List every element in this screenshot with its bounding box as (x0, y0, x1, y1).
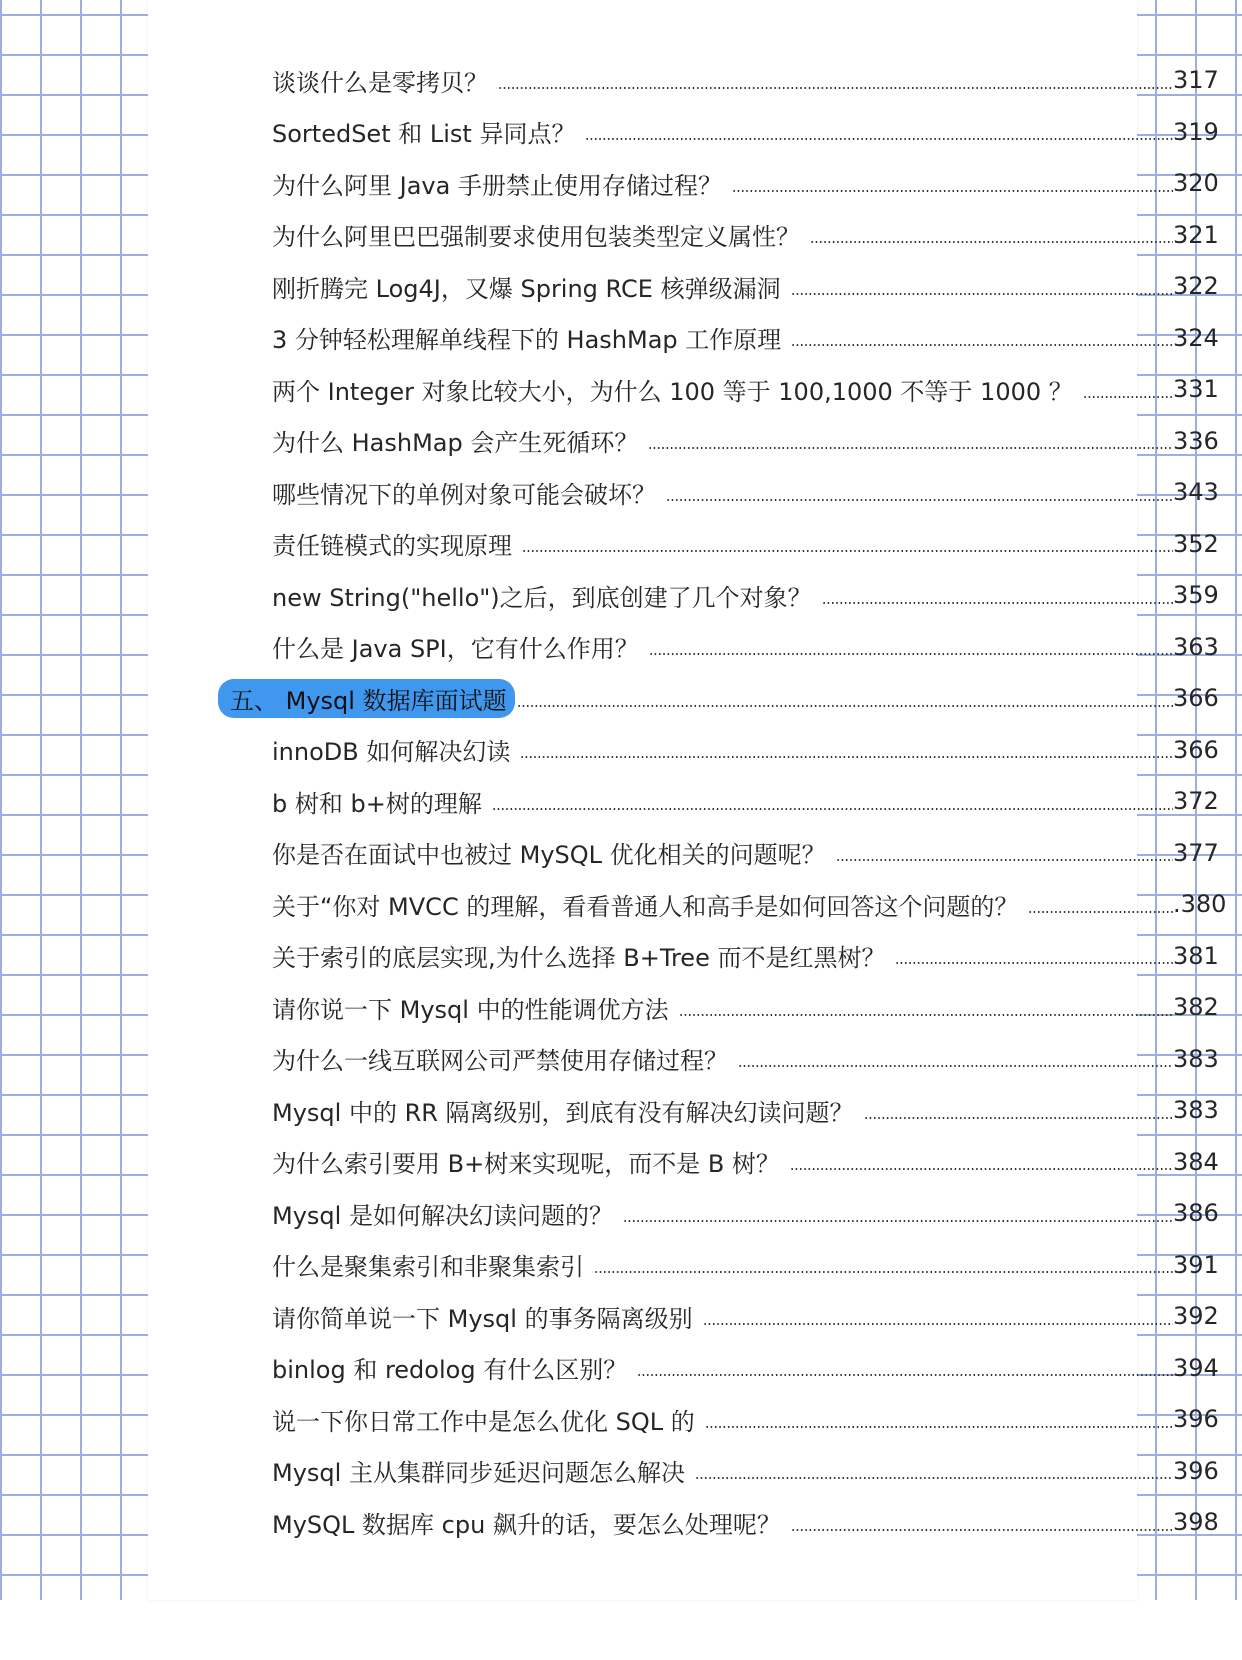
toc-entry-page-number: 352 (1173, 529, 1219, 558)
toc-entry-title: 为什么 HashMap 会产生死循环？ (272, 429, 639, 457)
toc-entry-page-number: 331 (1173, 375, 1219, 403)
dot-leader (791, 1529, 1173, 1531)
dot-leader (648, 447, 1173, 449)
toc-entry[interactable] (272, 981, 1217, 1033)
toc-entry[interactable] (272, 1393, 1217, 1445)
dot-leader (822, 602, 1173, 604)
toc-entry-page-number: 396 (1173, 1405, 1219, 1433)
toc-entry-page-number: 366 (1173, 735, 1219, 764)
toc-entry-page-number: .380 (1173, 890, 1227, 918)
toc-entry-title: SortedSet 和 List 异同点？ (272, 120, 576, 148)
toc-entry-title: 刚折腾完 Log4J，又爆 Spring RCE 核弹级漏洞 (272, 274, 781, 303)
toc-entry-title: 你是否在面试中也被过 MySQL 优化相关的问题呢？ (272, 841, 826, 869)
dot-leader (705, 1426, 1173, 1428)
dot-leader (649, 653, 1173, 655)
dot-leader (695, 1477, 1173, 1479)
toc-entry-page-number: 394 (1173, 1353, 1219, 1382)
toc-entry-title: 什么是 Java SPI，它有什么作用？ (272, 635, 639, 663)
toc-entry-title: 关于索引的底层实现,为什么选择 B+Tree 而不是红黑树？ (272, 944, 886, 972)
toc-entry-page-number: 336 (1173, 426, 1219, 455)
toc-entry-page-number: 392 (1173, 1302, 1219, 1330)
toc-entry-title: 两个 Integer 对象比较大小，为什么 100 等于 100,1000 不等于 1000 ？ (272, 377, 1073, 406)
toc-entry-page-number: 321 (1173, 220, 1219, 249)
toc-entry-title: MySQL 数据库 cpu 飙升的话，要怎么处理呢？ (272, 1510, 781, 1539)
dot-leader (703, 1323, 1173, 1325)
toc-entry[interactable] (272, 724, 1217, 776)
toc-entry-title: 责任链模式的实现原理 (272, 532, 512, 560)
toc-entry-title: Mysql 主从集群同步延迟问题怎么解决 (272, 1459, 685, 1487)
toc-entry[interactable] (272, 1033, 1217, 1085)
toc-entry[interactable] (272, 878, 1227, 930)
dot-leader (498, 87, 1173, 89)
dot-leader (790, 1168, 1173, 1170)
dot-leader (1028, 911, 1173, 913)
dot-leader (1083, 396, 1173, 398)
dot-leader (637, 1374, 1173, 1376)
toc-entry-title: 请你简单说一下 Mysql 的事务隔离级别 (272, 1304, 693, 1333)
toc-entry[interactable] (272, 1342, 1217, 1394)
dot-leader (522, 550, 1173, 552)
toc-entry-title: 谈谈什么是零拷贝？ (272, 68, 488, 97)
toc-entry[interactable] (272, 312, 1217, 364)
toc-entry[interactable] (272, 363, 1217, 415)
toc-entry-title: b 树和 b+树的理解 (272, 789, 482, 818)
toc-entry-title: 五、 Mysql 数据库面试题 (218, 679, 515, 718)
toc-entry-page-number: 320 (1173, 169, 1219, 197)
dot-leader (791, 344, 1173, 346)
toc-entry-page-number: 398 (1173, 1508, 1219, 1536)
toc-entry-title: 关于“你对 MVCC 的理解，看看普通人和高手是如何回答这个问题的？ (272, 892, 1019, 921)
dot-leader (791, 293, 1173, 295)
toc-entry-page-number: 381 (1173, 941, 1219, 970)
dot-leader (594, 1271, 1173, 1273)
toc-entry[interactable] (272, 621, 1217, 673)
dot-leader (895, 962, 1173, 964)
toc-entry-title: 为什么阿里巴巴强制要求使用包装类型定义属性？ (272, 223, 800, 251)
toc-entry[interactable] (272, 106, 1217, 158)
toc-entry[interactable] (272, 415, 1217, 467)
toc-section-heading[interactable] (218, 672, 1217, 724)
toc-entry-title: 哪些情况下的单例对象可能会破坏？ (272, 480, 656, 509)
toc-entry-page-number: 384 (1173, 1147, 1219, 1176)
toc-entry-page-number: 383 (1173, 1096, 1219, 1124)
toc-entry-page-number: 322 (1173, 272, 1219, 300)
toc-entry[interactable] (272, 54, 1217, 106)
dot-leader (492, 808, 1173, 810)
toc-entry-title: Mysql 是如何解决幻读问题的？ (272, 1201, 613, 1230)
toc-entry-title: 为什么阿里 Java 手册禁止使用存储过程？ (272, 171, 722, 200)
toc-entry-page-number: 382 (1173, 993, 1219, 1021)
dot-leader (666, 499, 1173, 501)
grid-paper-left (0, 0, 148, 1600)
toc-entry[interactable] (272, 827, 1217, 879)
toc-entry-page-number: 343 (1173, 478, 1219, 506)
toc-entry[interactable] (272, 930, 1217, 982)
toc-entry[interactable] (272, 209, 1217, 261)
toc-entry[interactable] (272, 1496, 1217, 1548)
toc-entry-page-number: 319 (1173, 117, 1219, 146)
toc-entry-page-number: 377 (1173, 838, 1219, 867)
toc-entry-page-number: 383 (1173, 1044, 1219, 1073)
dot-leader (679, 1014, 1173, 1016)
dot-leader (732, 190, 1173, 192)
dot-leader (517, 705, 1173, 707)
toc-entry[interactable] (272, 569, 1217, 621)
toc-entry-title: 为什么索引要用 B+树来实现呢，而不是 B 树？ (272, 1150, 780, 1178)
dot-leader (623, 1220, 1173, 1222)
toc-entry-title: 请你说一下 Mysql 中的性能调优方法 (272, 995, 669, 1024)
toc-entry[interactable] (272, 775, 1217, 827)
toc-entry[interactable] (272, 1084, 1217, 1136)
toc-entry-page-number: 396 (1173, 1456, 1219, 1485)
toc-entry-page-number: 317 (1173, 66, 1219, 94)
dot-leader (520, 756, 1173, 758)
dot-leader (836, 859, 1173, 861)
toc-entry[interactable] (272, 1136, 1217, 1188)
toc-entry-page-number: 366 (1173, 684, 1219, 712)
toc-entry-page-number: 372 (1173, 787, 1219, 815)
toc-entry[interactable] (272, 466, 1217, 518)
toc-entry-page-number: 386 (1173, 1199, 1219, 1227)
toc-entry-title: 为什么一线互联网公司严禁使用存储过程？ (272, 1047, 728, 1075)
toc-entry-title: new String("hello")之后，到底创建了几个对象？ (272, 583, 812, 612)
toc-entry[interactable] (272, 260, 1217, 312)
dot-leader (864, 1117, 1173, 1119)
toc-entry-title: 3 分钟轻松理解单线程下的 HashMap 工作原理 (272, 326, 782, 354)
toc-entry-page-number: 391 (1173, 1250, 1219, 1279)
toc-entry-page-number: 359 (1173, 581, 1219, 609)
toc-entry-title: 说一下你日常工作中是怎么优化 SQL 的 (272, 1407, 695, 1436)
dot-leader (738, 1065, 1173, 1067)
toc-entry[interactable] (272, 1187, 1217, 1239)
toc-entry[interactable] (272, 1290, 1217, 1342)
toc-entry-title: innoDB 如何解决幻读 (272, 738, 511, 766)
toc-entry-title: 什么是聚集索引和非聚集索引 (272, 1253, 584, 1281)
toc-entry-title: Mysql 中的 RR 隔离级别，到底有没有解决幻读问题？ (272, 1098, 854, 1127)
toc-entry[interactable] (272, 157, 1217, 209)
toc-entry[interactable] (272, 1445, 1217, 1497)
document-page (148, 0, 1227, 1600)
toc-entry-title: binlog 和 redolog 有什么区别？ (272, 1356, 628, 1384)
dot-leader (585, 138, 1173, 140)
toc-entry-page-number: 324 (1173, 323, 1219, 352)
toc-entry[interactable] (272, 518, 1217, 570)
dot-leader (810, 241, 1173, 243)
toc-entry[interactable] (272, 1239, 1217, 1291)
toc-entry-page-number: 363 (1173, 632, 1219, 661)
